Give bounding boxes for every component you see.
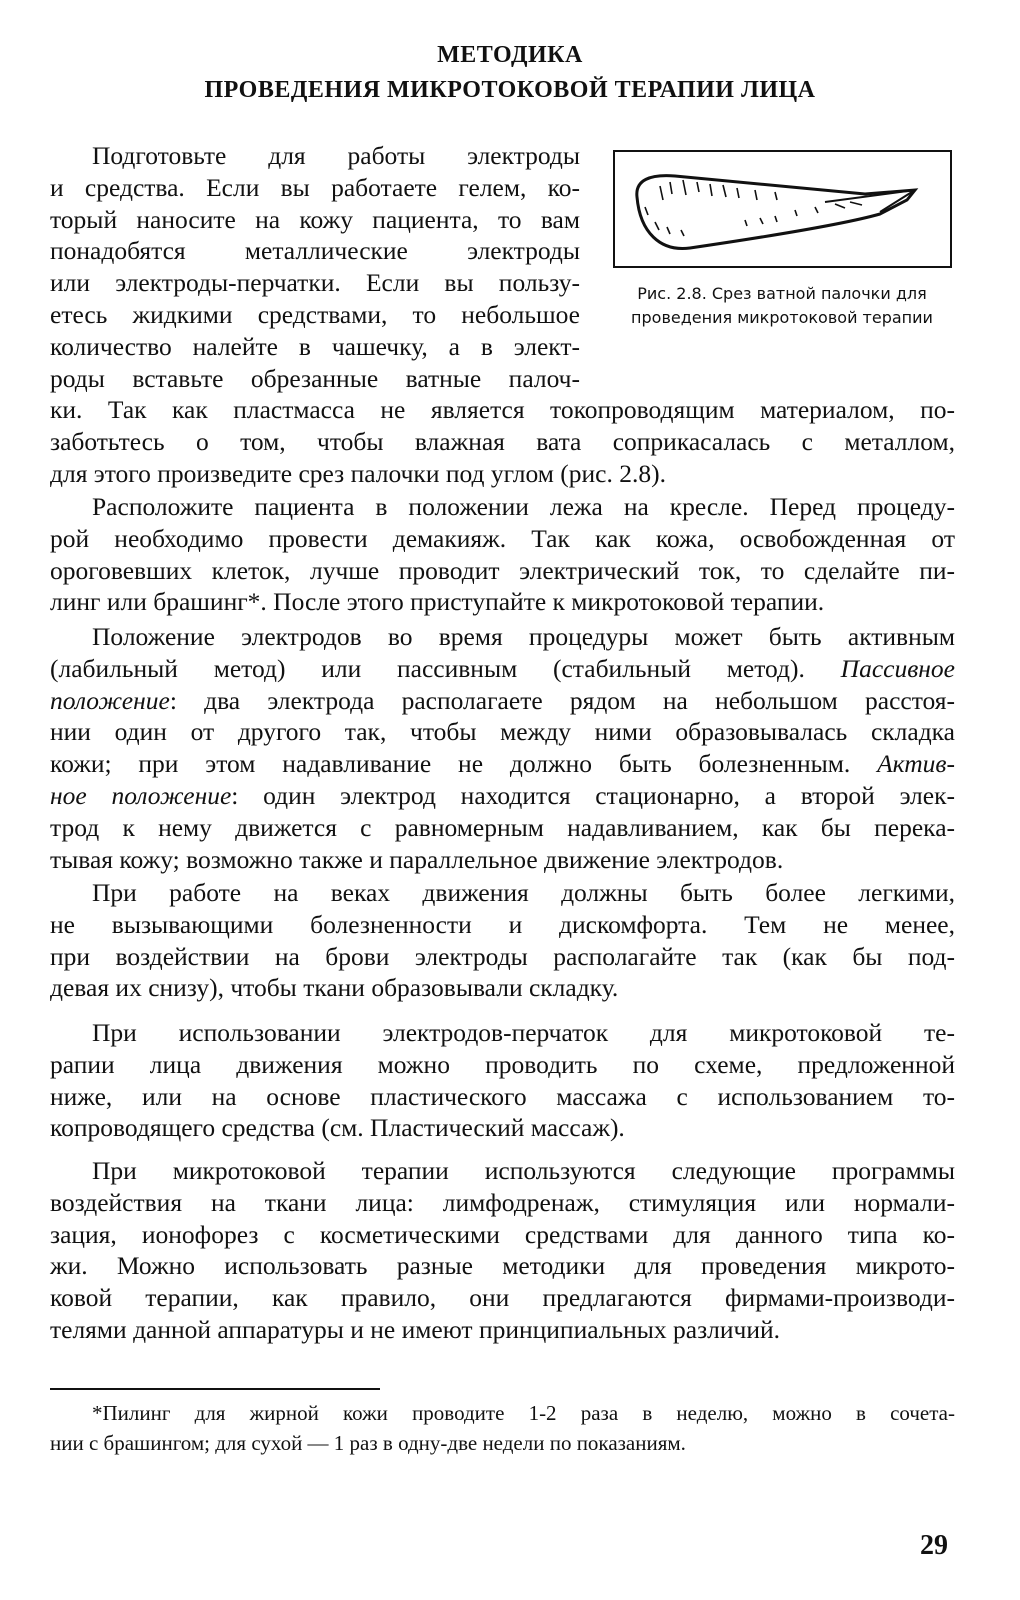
- text-line: При использовании электродов-перчаток для микротоковой те-: [92, 1018, 955, 1047]
- italic-term: положение: [50, 685, 170, 715]
- text-line: ковой терапии, как правило, они предлагаются фирмами-производи-: [50, 1283, 955, 1313]
- text-line: роды вставьте обрезанные ватные палоч-: [50, 363, 580, 393]
- text-line: заботьтесь о том, чтобы влажная вата соприкасалась с металлом,: [50, 426, 955, 456]
- text-line: зация, ионофорез с косметическими средствами для данного типа ко-: [50, 1219, 955, 1249]
- text-line: копроводящего средства (см. Пластический массаж).: [50, 1113, 625, 1143]
- text-line: и средства. Если вы работаете гелем, ко-: [50, 172, 580, 202]
- text-line: [50, 653, 955, 685]
- page-title: [0, 38, 1020, 108]
- text-segment: : два электрода располагаете рядом на небольшом расстоя-: [169, 685, 955, 715]
- text-line: жи. Можно использовать разные методики для проведения микрото-: [50, 1251, 955, 1281]
- text-segment: : один электрод находится стационарно, а второй элек-: [231, 780, 955, 810]
- text-line: Подготовьте для работы электроды: [92, 141, 580, 170]
- text-line: для этого произведите срез палочки под углом (рис. 2.8).: [50, 458, 666, 488]
- text-line: [50, 685, 955, 717]
- text-line: При работе на веках движения должны быть более легкими,: [92, 878, 955, 907]
- title-line-1: МЕТОДИКА: [437, 42, 583, 68]
- text-line: [50, 780, 955, 812]
- paragraph-1-narrow: [50, 140, 955, 394]
- text-line: телями данной аппаратуры и не имеют принципиальных различий.: [50, 1314, 781, 1344]
- page-number: 29: [920, 1530, 948, 1561]
- text-line: воздействия на ткани лица: лимфодренаж, стимуляция или нормали-: [50, 1187, 955, 1217]
- text-line: не вызывающими болезненности и дискомфорта. Тем не менее,: [50, 909, 955, 939]
- text-line: торый наносите на кожу пациента, то вам: [50, 204, 580, 234]
- text-line: [50, 748, 955, 780]
- text-line: тывая кожу; возможно также и параллельное движение электродов.: [50, 844, 784, 874]
- text-line: рой необходимо провести демакияж. Так как кожа, освобожденная от: [50, 523, 955, 553]
- text-line: девая их снизу), чтобы ткани образовывали складку.: [50, 973, 619, 1003]
- italic-term: Актив-: [877, 749, 955, 779]
- paragraph-4: [50, 877, 955, 1004]
- paragraph-2: [50, 491, 955, 618]
- footnote-line: *Пилинг для жирной кожи проводите 1-2 раза в неделю, можно в сочета-: [92, 1401, 955, 1425]
- text-line: ки. Так как пластмасса не является токопроводящим материалом, по-: [50, 395, 955, 424]
- paragraph-5: [50, 1017, 955, 1144]
- figure-caption: Рис. 2.8. Срез ватной палочки для проведения микротоковой терапии: [631, 284, 933, 327]
- text-line: ниже, или на основе пластического массажа с использованием то-: [50, 1081, 955, 1111]
- text-line: При микротоковой терапии используются следующие программы: [92, 1156, 955, 1185]
- text-line: понадобятся металлические электроды: [50, 236, 580, 266]
- text-line: количество налейте в чашечку, а в элект-: [50, 331, 580, 361]
- text-line: етесь жидкими средствами, то небольшое: [50, 299, 580, 329]
- text-line: трод к нему движется с равномерным надавливанием, как бы перека-: [50, 812, 955, 842]
- paragraph-1-wide: [50, 394, 955, 489]
- paragraph-3: [50, 621, 955, 875]
- text-line: нии один от другого так, чтобы между ними образовывалась складка: [50, 717, 955, 747]
- italic-term: ное положение: [50, 780, 232, 810]
- paragraph-6: [50, 1155, 955, 1346]
- text-line: при воздействии на брови электроды располагайте так (как бы под-: [50, 941, 955, 971]
- text-line: ороговевших клеток, лучше проводит электрический ток, то сделайте пи-: [50, 555, 955, 585]
- text-line: Положение электродов во время процедуры может быть активным: [92, 622, 955, 651]
- text-segment: (лабильный метод) или пассивным (стабильный метод).: [50, 653, 841, 683]
- footnote-line: нии с брашингом; для сухой — 1 раз в одну-две недели по показаниям.: [50, 1431, 686, 1455]
- title-line-2: ПРОВЕДЕНИЯ МИКРОТОКОВОЙ ТЕРАПИИ ЛИЦА: [204, 77, 816, 103]
- text-segment: кожи; при этом надавливание не должно быть болезненным.: [50, 749, 878, 779]
- text-line: рапии лица движения можно проводить по схеме, предложенной: [50, 1049, 955, 1079]
- text-line: или электроды-перчатки. Если вы пользу-: [50, 268, 580, 298]
- text-line: линг или брашинг*. После этого приступайте к микротоковой терапии.: [50, 587, 825, 617]
- footnote-divider: [50, 1388, 380, 1390]
- footnote: [50, 1398, 955, 1458]
- italic-term: Пассивное: [840, 653, 955, 683]
- text-line: Расположите пациента в положении лежа на кресле. Перед процеду-: [92, 492, 955, 521]
